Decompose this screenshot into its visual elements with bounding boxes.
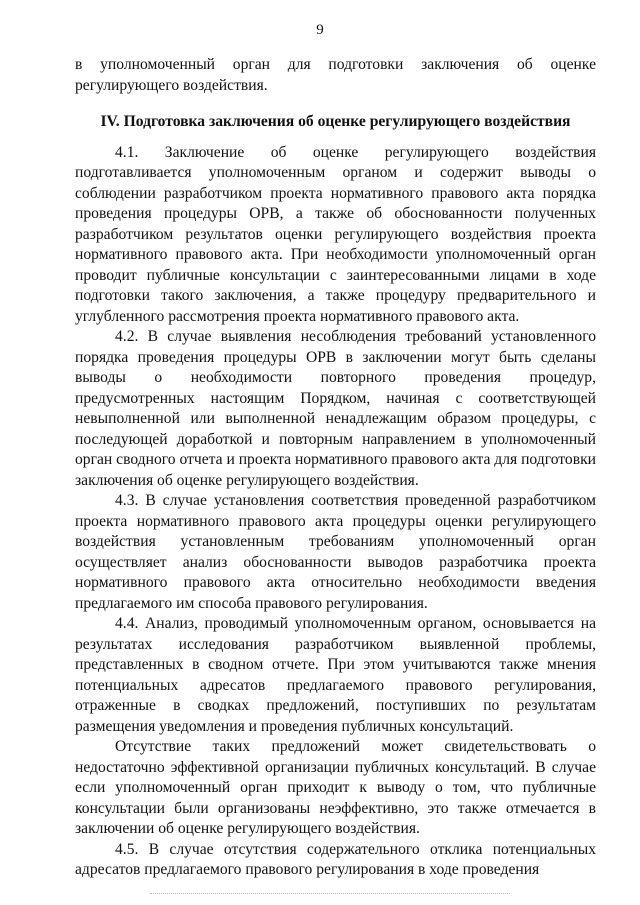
scan-edge-marks [150, 893, 510, 894]
document-body [75, 55, 596, 881]
paragraph-4-1: 4.1. Заключение об оценке регулирующего воздействия подготавливается уполномоченным органом и содержит выводы о соблюдении разработчиком проекта нормативного правового акта порядка проведения процедуры ОРВ, а также об обоснованности полученных разработчиком результатов оценки регулирующего воздействия проекта нормативного правового акта. При необходимости уполномоченный орган проводит публичные консультации с заинтересованными лицами в ходе подготовки такого заключения, а также процедуру предварительного и углубленного рассмотрения проекта нормативного правового акта. [75, 143, 596, 325]
page-number: 9 [316, 22, 324, 38]
paragraph-4-5: 4.5. В случае отсутствия содержательного отклика потенциальных адресатов предлагаемого правового регулирования в ходе проведения [75, 840, 596, 878]
paragraph-4-4: 4.4. Анализ, проводимый уполномоченным органом, основывается на результатах исследования разработчиком выявленной проблемы, представленных в сводном отчете. При этом учитываются также мнения потенциальных адресатов предлагаемого правового регулирования, отраженные в сводках предложений, поступивших по результатам размещения уведомления и проведения публичных консультаций. [75, 615, 596, 735]
paragraph-absence-of-proposals: Отсутствие таких предложений может свидетельствовать о недостаточно эффективной организации публичных консультаций. В случае если уполномоченный орган приходит к выводу о том, что публичные консультации были организованы неэффективно, это также отмечается в заключении об оценке регулирующего воздействия. [75, 738, 596, 837]
section-heading: IV. Подготовка заключения об оценке регулирующего воздействия [100, 113, 571, 130]
intro-paragraph: в уполномоченный орган для подготовки заключения об оценке регулирующего воздействия. [75, 56, 596, 94]
paragraph-4-2: 4.2. В случае выявления несоблюдения требований установленного порядка проведения процедуры ОРВ в заключении могут быть сделаны выводы о необходимости повторного проведения процедур, предусмотренных настоящим Порядком, начиная с соответствующей невыполненной или выполненной ненадлежащим образом процедуры, с последующей доработкой и повторным направлением в уполномоченный орган сводного отчета и проекта нормативного правового акта для подготовки заключения об оценке регулирующего воздействия. [75, 328, 596, 489]
paragraph-4-3: 4.3. В случае установления соответствия проведенной разработчиком проекта нормативного правового акта процедуры оценки регулирующего воздействия установленным требованиям уполномоченный орган осуществляет анализ обоснованности выводов разработчика проекта нормативного правового акта относительно необходимости введения предлагаемого им способа правового регулирования. [75, 492, 596, 612]
